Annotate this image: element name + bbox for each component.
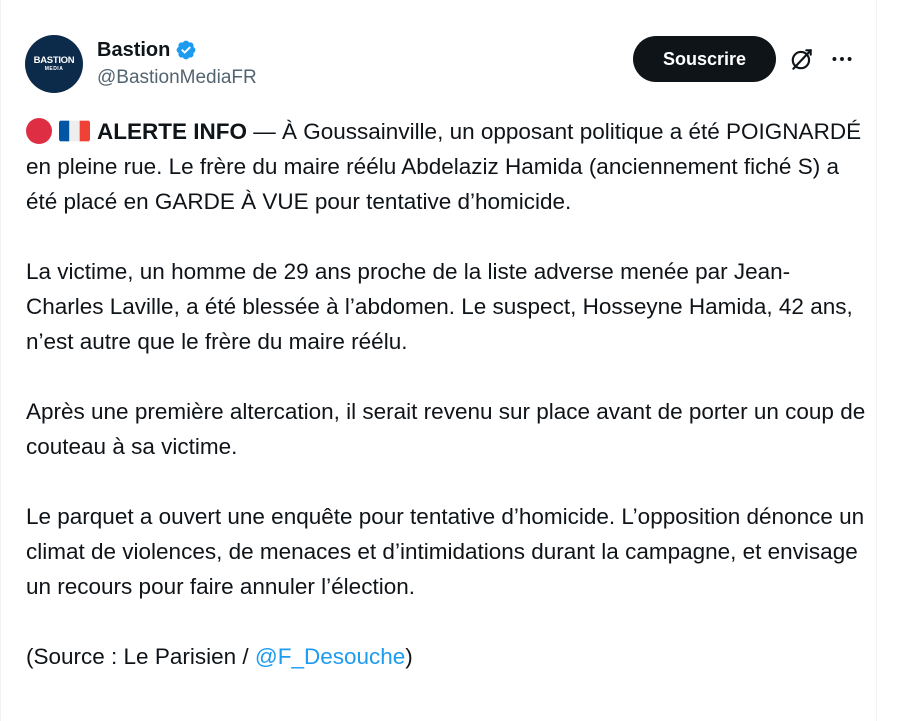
tweet-paragraph-1 (26, 114, 866, 219)
source-suffix: ) (405, 644, 413, 669)
tweet-paragraph-2: La victime, un homme de 29 ans proche de la liste adverse menée par Jean-Charles Laville, a été blessée à l’abdomen. Le suspect, Hosseyne Hamida, 42 ans, n’est autre que le frère du maire réélu. (26, 259, 859, 354)
display-name[interactable]: Bastion (97, 38, 171, 61)
tweet-paragraph-1-text: — À Goussainville, un opposant politique a été POIGNARDÉ en pleine rue. Le frère du maire réélu Abdelaziz Hamida (anciennement fiché S) a été placé en GARDE À VUE pour tentative d’homicide. (26, 119, 868, 214)
avatar-logo-subtext: MEDIA (44, 66, 64, 72)
alert-label: ALERTE INFO (97, 119, 247, 144)
more-options-icon[interactable] (829, 46, 855, 72)
red-circle-emoji-icon (26, 118, 52, 144)
grok-icon[interactable] (789, 46, 815, 72)
subscribe-button[interactable]: Souscrire (633, 36, 776, 82)
tweet-paragraph-4: Le parquet a ouvert une enquête pour tentative d’homicide. L’opposition dénonce un climat de violences, de menaces et d’intimidations durant la campagne, et envisage un recours pour faire annuler l’élection. (26, 504, 871, 599)
author-names (97, 37, 257, 89)
author-handle[interactable]: @BastionMediaFR (97, 67, 257, 88)
mention-link[interactable]: @F_Desouche (254, 644, 406, 669)
verified-badge-icon[interactable] (175, 39, 197, 61)
tweet-source-line (26, 639, 866, 674)
tweet-text (26, 114, 872, 709)
avatar[interactable] (25, 35, 83, 93)
tweet-header (25, 34, 861, 94)
avatar-logo-text: BASTION (33, 55, 75, 66)
source-prefix: (Source : Le Parisien / (26, 644, 255, 669)
tweet-paragraph-3: Après une première altercation, il serait revenu sur place avant de porter un coup de couteau à sa victime. (26, 399, 872, 459)
display-name-row (97, 37, 257, 63)
flag-france-icon (59, 120, 90, 142)
